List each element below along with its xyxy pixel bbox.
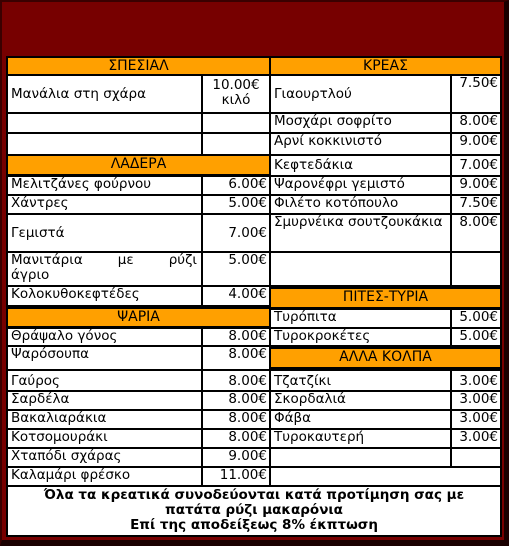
menu-item-price: 6.00€: [203, 177, 269, 194]
menu-item-name: Γεμιστά: [8, 215, 201, 251]
empty-cell: [271, 449, 450, 466]
menu-item-name: Γιαουρτλού: [271, 76, 450, 112]
empty-cell: [452, 253, 500, 285]
menu-item-price: 8.00€: [203, 371, 269, 390]
menu-item-price: 9.00€: [452, 177, 500, 194]
menu-item-name: Μανιτάρια με ρύζι άγριο: [8, 253, 201, 285]
menu-item-name: Κεφτεδάκια: [271, 156, 450, 175]
menu-item-name: Μανάλια στη σχάρα: [8, 76, 201, 112]
menu-item-name: Ψαρόσουπα: [8, 347, 201, 369]
section-header-other: ΑΛΛΑ ΚΟΛΠΑ: [271, 349, 500, 367]
menu-item-price: 8.00€: [203, 329, 269, 345]
menu-item-price: 3.00€: [452, 371, 500, 390]
menu-item-price: 7.00€: [203, 215, 269, 251]
menu-item-name: Αρνί κοκκινιστό: [271, 134, 450, 154]
menu-item-name: Θράψαλο γόνος: [8, 329, 201, 345]
menu-item-name: Σμυρνέικα σουτζουκάκια: [271, 215, 450, 251]
section-header-meat: ΚΡΕΑΣ: [271, 58, 500, 74]
section-header-ladera: ΛΑΔΕΡΑ: [8, 156, 269, 174]
menu-item-name: Φάβα: [271, 411, 450, 428]
menu-item-name: Τυρόπιτα: [271, 310, 450, 327]
section-header-pies: ΠΙΤΕΣ-ΤΥΡΙΑ: [271, 289, 500, 307]
empty-cell: [8, 114, 201, 132]
menu-item-name: Ψαρονέφρι γεμιστό: [271, 177, 450, 194]
footer-note: [8, 487, 500, 535]
menu-item-price: 3.00€: [452, 392, 500, 409]
menu-item-price: 5.00€: [452, 310, 500, 327]
menu-item-price: 5.00€: [203, 196, 269, 213]
menu-item-price: 3.00€: [452, 411, 500, 428]
menu-item-price: 8.00€: [452, 114, 500, 132]
menu-item-price: 9.00€: [203, 449, 269, 466]
menu-item-name: Μοσχάρι σοφρίτο: [271, 114, 450, 132]
menu-item-price: 5.00€: [452, 329, 500, 345]
menu-item-name: Τζατζίκι: [271, 371, 450, 390]
menu-item-name: Σκορδαλιά: [271, 392, 450, 409]
empty-cell: [452, 449, 500, 466]
menu-item-name: Κοτσομουράκι: [8, 430, 201, 447]
menu-item-name: Τυροκαυτερή: [271, 430, 450, 447]
menu-item-price: 9.00€: [452, 134, 500, 154]
menu-item-price: 8.00€: [203, 411, 269, 428]
empty-cell: [271, 253, 450, 285]
menu-item-price: 8.00€: [203, 430, 269, 447]
menu-item-name: Βακαλιαράκια: [8, 411, 201, 428]
menu-item-price: 3.00€: [452, 430, 500, 447]
empty-cell: [8, 134, 201, 154]
menu-item-name: Μελιτζάνες φούρνου: [8, 177, 201, 194]
footer-line-2: Επί της αποδείξεως 8% έκπτωση: [130, 517, 378, 533]
footer-line-1: Όλα τα κρεατικά συνοδεύονται κατά προτίμηση σας με πατάτα ρύζι μακαρόνια: [43, 487, 465, 518]
menu-item-name: Τυροκροκέτες: [271, 329, 450, 345]
menu-item-name: Φιλέτο κοτόπουλο: [271, 196, 450, 213]
empty-cell: [203, 114, 269, 132]
menu-item-name: Χάντρες: [8, 196, 201, 213]
menu-item-name: Καλαμάρι φρέσκο: [8, 468, 201, 485]
menu-item-price: 5.00€: [203, 253, 269, 285]
menu-item-name: Γαύρος: [8, 371, 201, 390]
menu-item-price: 11.00€: [203, 468, 269, 485]
menu-table: [6, 56, 502, 537]
menu-item-name: Χταπόδι σχάρας: [8, 449, 201, 466]
menu-item-price: 4.00€: [203, 287, 269, 305]
menu-item-price: 8.00€: [203, 347, 269, 369]
menu-item-name: Σαρδέλα: [8, 392, 201, 409]
menu-item-price: 8.00€: [203, 392, 269, 409]
menu-item-price: 7.50€: [452, 76, 500, 112]
menu-item-price: 10.00€ κιλό: [203, 76, 269, 112]
section-header-fish: ΨΑΡΙΑ: [8, 309, 269, 326]
menu-item-price: 7.50€: [452, 196, 500, 213]
empty-cell: [203, 134, 269, 154]
menu-item-price: 8.00€: [452, 215, 500, 251]
section-header-special: ΣΠΕΣΙΑΛ: [8, 58, 269, 74]
menu-item-name: Κολοκυθοκεφτέδες: [8, 287, 201, 305]
empty-cell: [271, 468, 500, 485]
menu-item-price: 7.00€: [452, 156, 500, 175]
